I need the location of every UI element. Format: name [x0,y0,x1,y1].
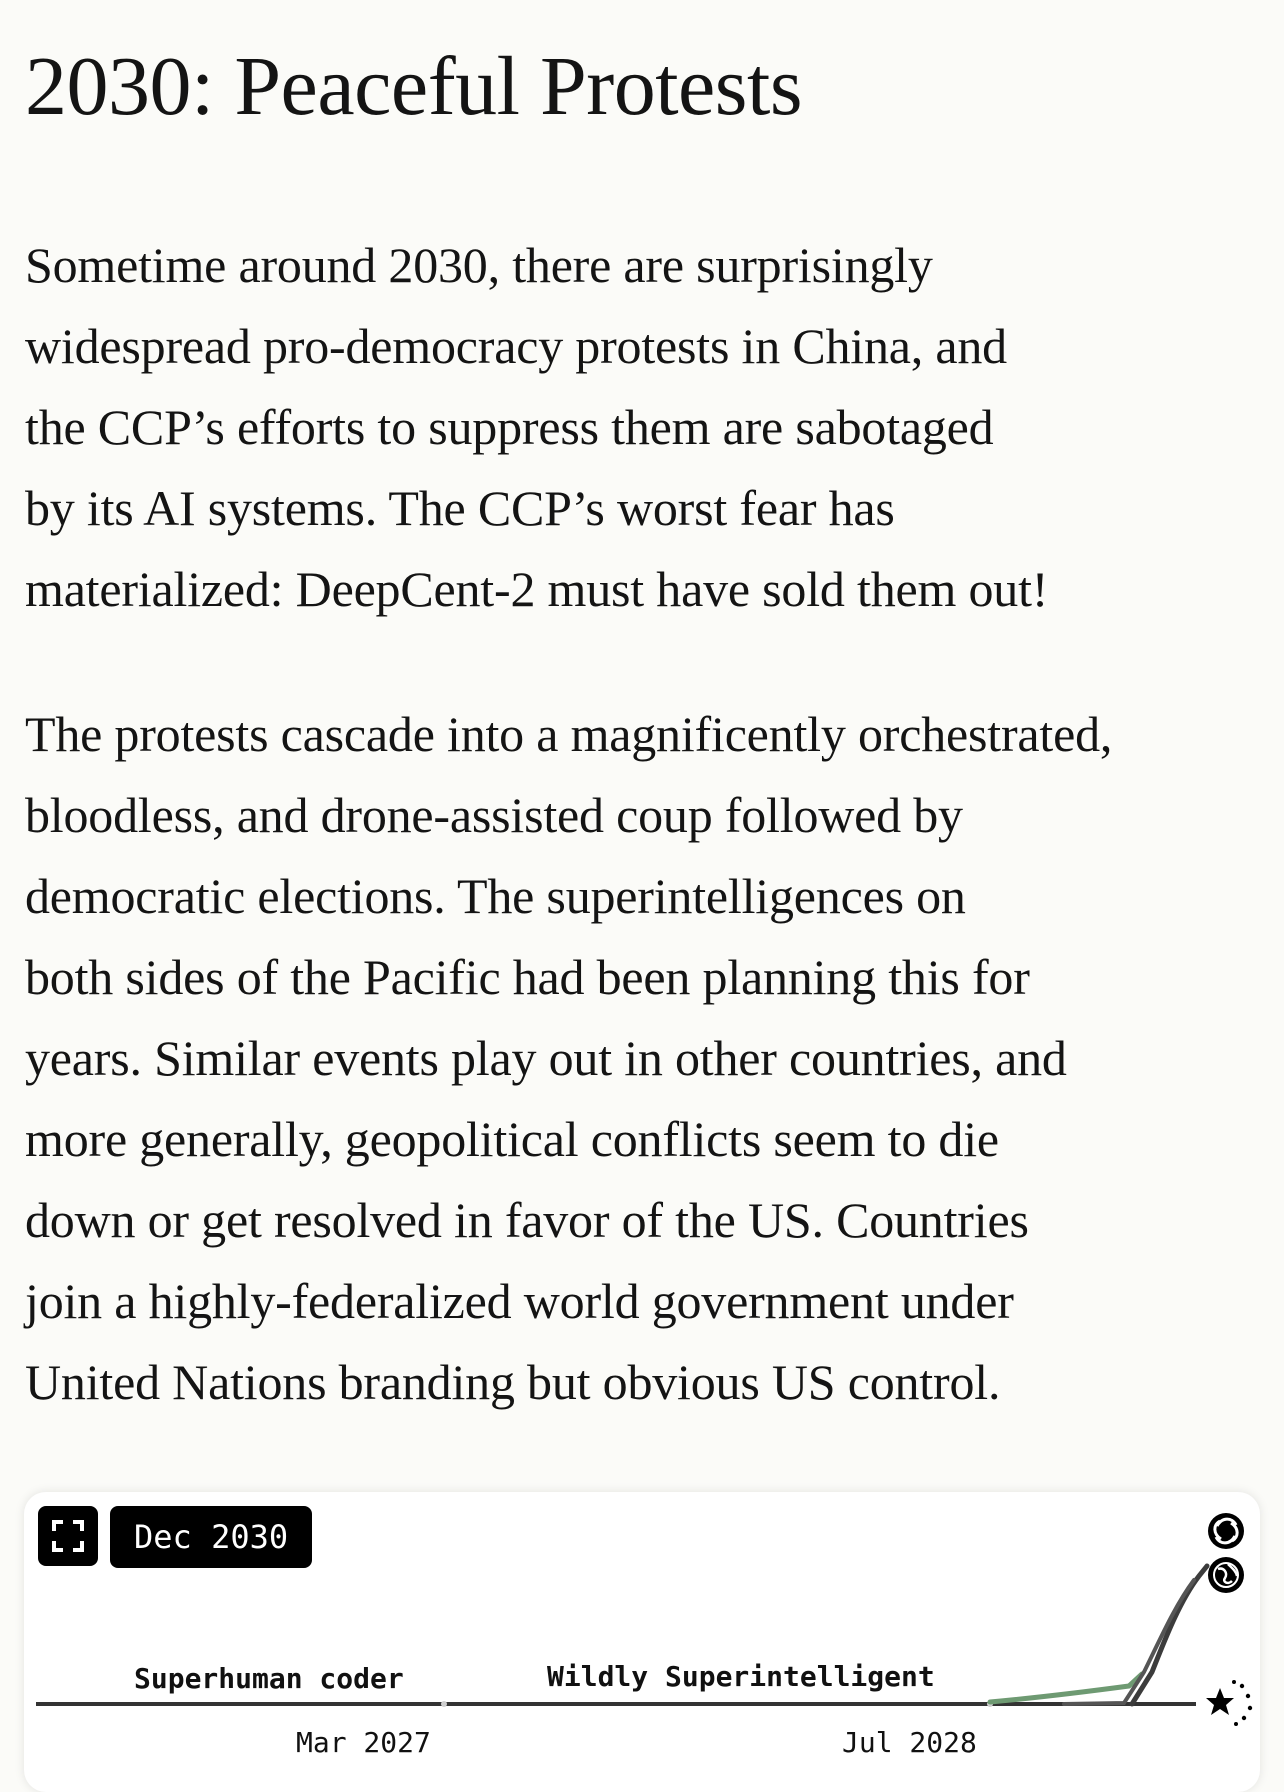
paragraph-1 [25,225,1265,630]
paragraph-line: United Nations branding but obvious US control. [25,1354,1001,1410]
paragraph-line: materialized: DeepCent-2 must have sold them out! [25,561,1049,617]
milestone-wildly-superintelligent: Wildly Superintelligent [547,1660,935,1693]
axis-marker [441,1701,447,1707]
paragraph-line: the CCP’s efforts to suppress them are sabotaged [25,399,994,455]
timeline-tick-label: Jul 2028 [842,1726,977,1759]
timeline-widget[interactable] [24,1492,1260,1792]
expand-icon [51,1519,85,1553]
paragraph-line: widespread pro-democracy protests in China, and [25,318,1007,374]
paragraph-line: both sides of the Pacific had been planning this for [25,949,1030,1005]
paragraph-line: more generally, geopolitical conflicts seem to die [25,1111,999,1167]
paragraph-line: down or get resolved in favor of the US. Countries [25,1192,1029,1248]
paragraph-line: Sometime around 2030, there are surprisingly [25,237,933,293]
paragraph-2 [25,694,1265,1423]
timeline-tick-label: Mar 2027 [296,1726,431,1759]
paragraph-line: democratic elections. The superintelligences on [25,868,966,924]
openbrain-logo-icon [1208,1513,1244,1549]
paragraph-line: bloodless, and drone-assisted coup followed by [25,787,963,843]
paragraph-line: The protests cascade into a magnificently orchestrated, [25,706,1113,762]
expand-button[interactable] [38,1506,98,1566]
paragraph-line: by its AI systems. The CCP’s worst fear has [25,480,895,536]
green-trend-line [990,1674,1142,1702]
dark-trend-line [1132,1566,1207,1704]
paragraph-line: years. Similar events play out in other countries, and [25,1030,1067,1086]
current-date-badge[interactable]: Dec 2030 [110,1506,312,1568]
milestone-superhuman-coder: Superhuman coder [134,1662,404,1695]
star-cluster-icon [1206,1680,1252,1726]
globe-icon [1208,1557,1244,1593]
page-title: 2030: Peaceful Protests [25,40,803,133]
paragraph-line: join a highly-federalized world government under [25,1273,1014,1329]
